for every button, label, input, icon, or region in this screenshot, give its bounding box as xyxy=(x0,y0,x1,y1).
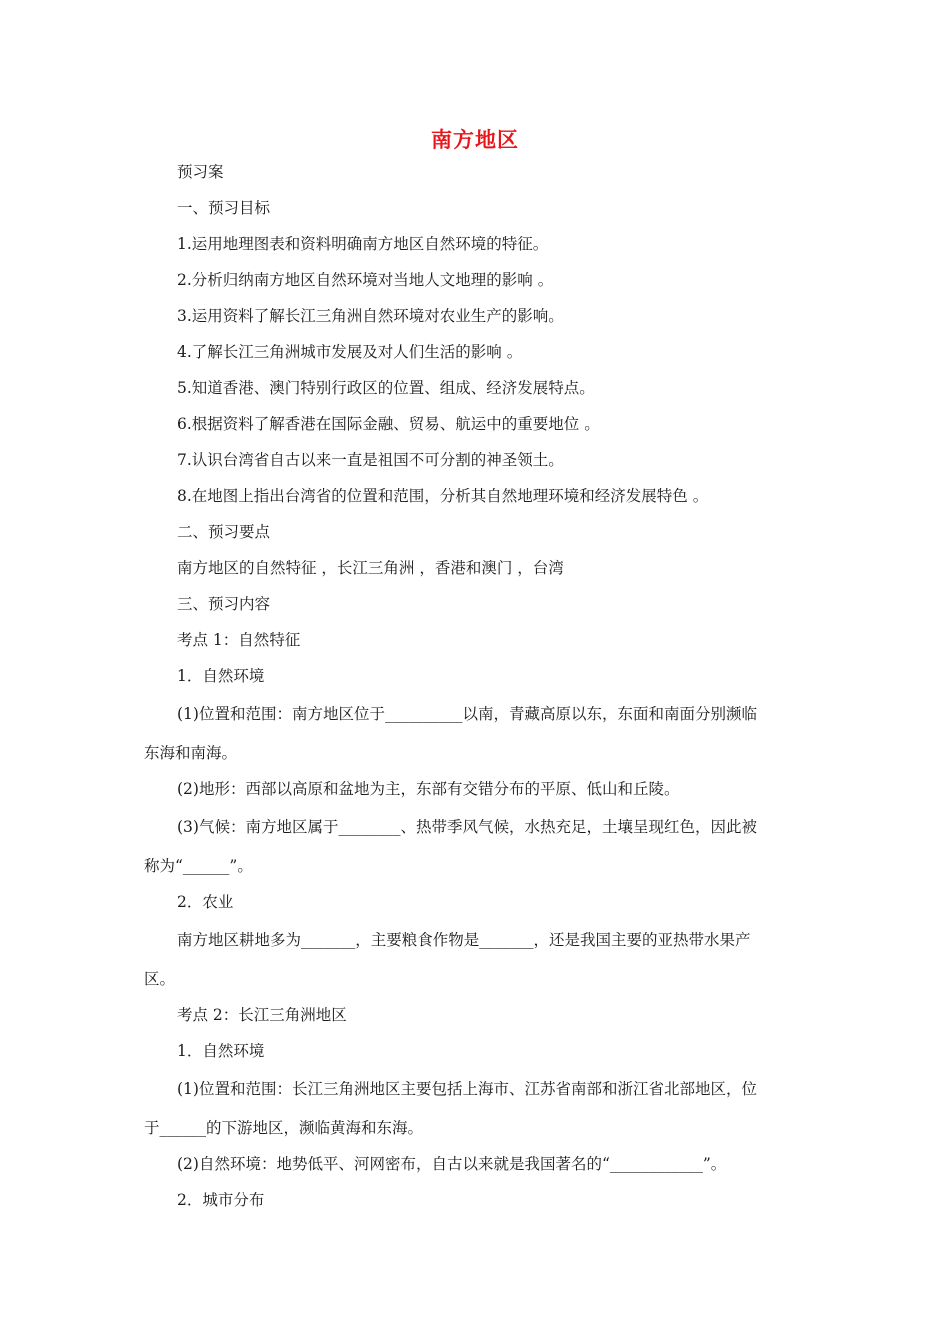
paragraph-line: (1)位置和范围：长江三角洲地区主要包括上海市、江苏省南部和浙江省北部地区，位 xyxy=(177,1080,757,1098)
paragraph-line: 东海和南海。 xyxy=(144,744,238,762)
goal-item: 2.分析归纳南方地区自然环境对当地人文地理的影响 。 xyxy=(177,271,554,289)
section-heading: 一、预习目标 xyxy=(177,199,271,217)
subheading: 2．城市分布 xyxy=(177,1191,265,1209)
paragraph-line: (3)气候：南方地区属于________、热带季风气候，水热充足，土壤呈现红色，因此被 xyxy=(177,818,757,836)
paragraph-line: (1)位置和范围：南方地区位于__________以南，青藏高原以东，东面和南面分别濒临 xyxy=(177,705,757,723)
page-title: 南方地区 xyxy=(431,128,519,152)
section-heading: 二、预习要点 xyxy=(177,523,271,541)
subheading: 1．自然环境 xyxy=(177,667,265,685)
goal-item: 6.根据资料了解香港在国际金融、贸易、航运中的重要地位 。 xyxy=(177,415,600,433)
paragraph-line: 区。 xyxy=(144,970,176,988)
paragraph-line: 南方地区耕地多为_______，主要粮食作物是_______，还是我国主要的亚热带水果产 xyxy=(177,931,751,949)
topic-heading: 考点 2：长江三角洲地区 xyxy=(177,1006,347,1024)
paragraph-line: 称为“______”。 xyxy=(144,857,253,875)
goal-item: 1.运用地理图表和资料明确南方地区自然环境的特征。 xyxy=(177,235,549,253)
key-points: 南方地区的自然特征 ，长江三角洲 ，香港和澳门 ，台湾 xyxy=(177,559,564,577)
paragraph-line: (2)自然环境：地势低平、河网密布，自古以来就是我国著名的“____________”。 xyxy=(177,1155,727,1173)
goal-item: 4.了解长江三角洲城市发展及对人们生活的影响 。 xyxy=(177,343,523,361)
goal-item: 3.运用资料了解长江三角洲自然环境对农业生产的影响。 xyxy=(177,307,564,325)
paragraph-line: 于______的下游地区，濒临黄海和东海。 xyxy=(144,1119,424,1137)
subheading: 1．自然环境 xyxy=(177,1042,265,1060)
section-heading: 三、预习内容 xyxy=(177,595,271,613)
goal-item: 5.知道香港、澳门特别行政区的位置、组成、经济发展特点。 xyxy=(177,379,595,397)
goal-item: 8.在地图上指出台湾省的位置和范围，分析其自然地理环境和经济发展特色 。 xyxy=(177,487,709,505)
subheading: 2．农业 xyxy=(177,893,234,911)
goal-item: 7.认识台湾省自古以来一直是祖国不可分割的神圣领土。 xyxy=(177,451,564,469)
topic-heading: 考点 1：自然特征 xyxy=(177,631,301,649)
section-label: 预习案 xyxy=(177,163,224,181)
paragraph-line: (2)地形：西部以高原和盆地为主，东部有交错分布的平原、低山和丘陵。 xyxy=(177,780,680,798)
